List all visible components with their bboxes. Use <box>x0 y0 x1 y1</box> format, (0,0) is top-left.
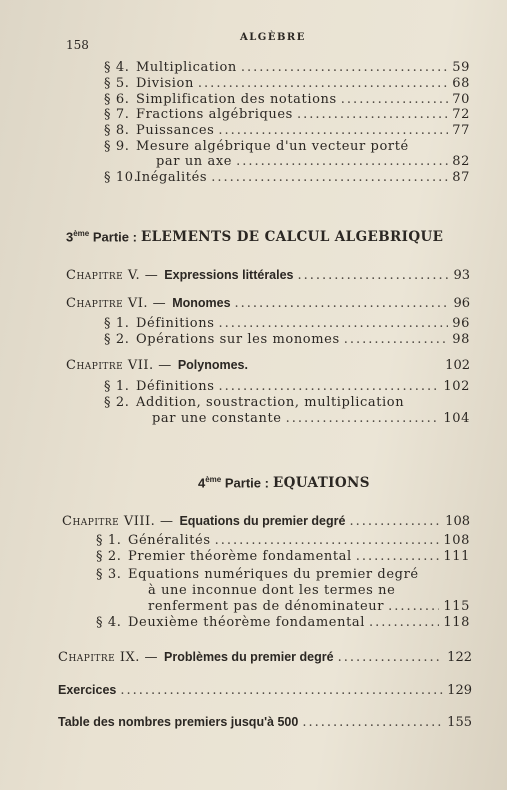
part-heading: 3ème Partie : ELEMENTS DE CALCUL ALGEBRIQUE <box>66 229 444 246</box>
toc-entry: § 8. Puissances ..... 77 <box>104 123 470 138</box>
toc-entry: § 2. Premier théorème fondamental ..... 111 <box>96 549 470 564</box>
toc-entry: § 1. Définitions ..... 102 <box>104 379 470 394</box>
toc-entry: § 6. Simplification des notations ..... 70 <box>104 92 470 107</box>
toc-entry: renferment pas de dénominateur ..... 115 <box>96 599 470 614</box>
toc-entry: § 4. Multiplication ..... 59 <box>104 60 470 75</box>
toc-entry: § 5. Division ..... 68 <box>104 76 470 91</box>
page-number: 158 <box>66 38 89 52</box>
chapter-entry: Chapitre V. — Expressions littérales ..... 93 <box>66 268 470 283</box>
toc-entry: § 2. Addition, soustraction, multiplication <box>104 395 405 410</box>
toc-entry: § 3. Equations numériques du premier degré <box>96 567 419 582</box>
toc-entry: § 4. Deuxième théorème fondamental ..... 118 <box>96 615 470 630</box>
toc-entry: par une constante ..... 104 <box>104 411 470 426</box>
toc-entry: par un axe ..... 82 <box>104 154 470 169</box>
toc-entry: § 1. Généralités ..... 108 <box>96 533 470 548</box>
chapter-entry: Chapitre VI. — Monomes ..... 96 <box>66 296 470 311</box>
running-title: ALGÈBRE <box>240 32 306 43</box>
toc-entry: § 9. Mesure algébrique d'un vecteur porté <box>104 139 409 154</box>
toc-entry: § 2. Opérations sur les monomes ..... 98 <box>104 332 470 347</box>
toc-entry: § 7. Fractions algébriques ..... 72 <box>104 107 470 122</box>
chapter-entry: Chapitre VII. — Polynomes. 102 <box>66 358 470 373</box>
toc-entry: § 1. Définitions ..... 96 <box>104 316 470 331</box>
exercices-entry: Exercices ..... 129 <box>58 683 472 698</box>
chapter-entry: Chapitre VIII. — Equations du premier degré ..... 108 <box>62 514 470 529</box>
part-heading: 4ème Partie : EQUATIONS <box>198 475 370 492</box>
chapter-entry: Chapitre IX. — Problèmes du premier degré ..... 122 <box>58 650 472 665</box>
toc-entry: à une inconnue dont les termes ne <box>148 583 396 598</box>
toc-entry: § 10. Inégalités ..... 87 <box>104 170 470 185</box>
table-entry: Table des nombres premiers jusqu'à 500 ..... 155 <box>58 715 472 730</box>
